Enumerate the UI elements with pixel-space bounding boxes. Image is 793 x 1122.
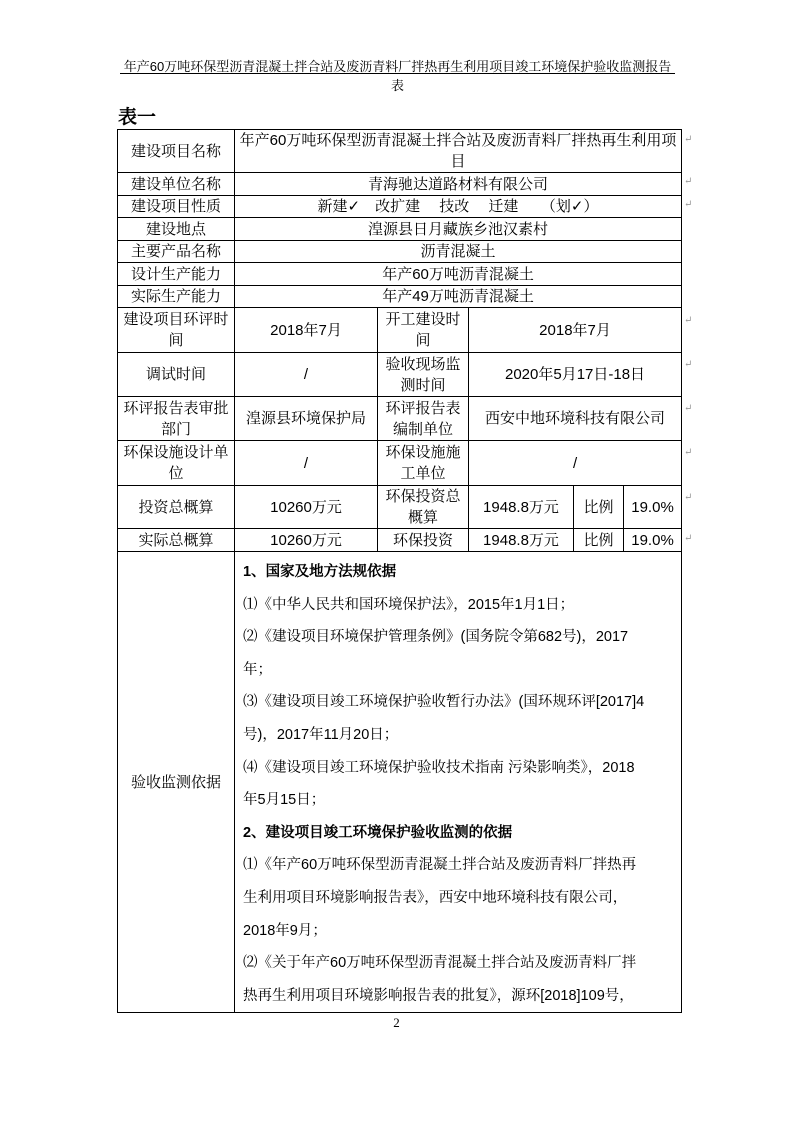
paragraph-mark-icon: ↵ [684, 359, 693, 370]
header-rule [120, 73, 675, 74]
basis-line: ⑶《建设项目竣工环境保护验收暂行办法》(国环规环评[2017]4 [243, 694, 645, 711]
value-cell: 年产60万吨沥青混凝土 [235, 263, 682, 286]
basis-line: ⑵《关于年产60万吨环保型沥青混凝土拌合站及废沥青料厂拌 [243, 955, 637, 972]
paragraph-mark-icon: ↵ [684, 533, 693, 544]
basis-line: ⑴《中华人民共和国环境保护法》，2015年1月1日； [243, 596, 575, 613]
label-cell: 建设地点 [118, 218, 235, 241]
section-heading: 2、建设项目竣工环境保护验收监测的依据 [243, 824, 513, 841]
label-cell: 建设项目环评时间 [118, 308, 235, 353]
value-cell: 湟源县环境保护局 [235, 397, 378, 441]
basis-line: 2018年9月； [243, 922, 327, 939]
label-cell: 验收监测依据 [118, 552, 235, 1013]
value-cell: 西安中地环境科技有限公司 [469, 397, 682, 441]
label-cell: 设计生产能力 [118, 263, 235, 286]
table-title: 表一 [118, 107, 157, 128]
table-row [118, 397, 682, 441]
table-row [118, 441, 682, 486]
label-cell: 环保投资 [378, 529, 469, 552]
label-cell: 开工建设时间 [378, 308, 469, 353]
table-row [118, 263, 682, 286]
label-cell: 实际总概算 [118, 529, 235, 552]
label-cell: 调试时间 [118, 353, 235, 397]
table-row [118, 173, 682, 196]
paragraph-mark-icon: ↵ [684, 447, 693, 458]
value-cell: 2020年5月17日-18日 [469, 353, 682, 397]
paragraph-mark-icon: ↵ [684, 315, 693, 326]
basis-content [235, 552, 682, 1013]
table-row [118, 130, 682, 173]
value-cell: 2018年7月 [235, 308, 378, 353]
value-cell: 10260万元 [235, 486, 378, 529]
paragraph-mark-icon: ↵ [684, 134, 693, 145]
value-cell: 新建✓ 改扩建 技改 迁建 （划✓） [235, 196, 682, 218]
basis-line: ⑵《建设项目环境保护管理条例》(国务院令第682号)，2017 [243, 629, 629, 646]
value-cell: 19.0% [624, 529, 682, 552]
table-row [118, 218, 682, 241]
label-cell: 环保设施设计单位 [118, 441, 235, 486]
basis-line: ⑷《建设项目竣工环境保护验收技术指南 污染影响类》，2018 [243, 759, 635, 776]
basis-line: ⑴《年产60万吨环保型沥青混凝土拌合站及废沥青料厂拌热再 [243, 857, 637, 874]
label-cell: 环评报告表审批部门 [118, 397, 235, 441]
table-row [118, 308, 682, 353]
basis-line: 年； [243, 661, 272, 678]
label-cell: 建设项目性质 [118, 196, 235, 218]
value-cell: / [235, 353, 378, 397]
value-cell: / [469, 441, 682, 486]
label-cell: 验收现场监测时间 [378, 353, 469, 397]
label-cell: 比例 [574, 529, 624, 552]
value-cell: 10260万元 [235, 529, 378, 552]
label-cell: 投资总概算 [118, 486, 235, 529]
label-cell: 环评报告表编制单位 [378, 397, 469, 441]
table-row [118, 353, 682, 397]
running-header: 年产60万吨环保型沥青混凝土拌合站及废沥青料厂拌热再生利用项目竣工环境保护验收监测报告表 [123, 59, 672, 93]
project-info-table [117, 129, 682, 1013]
basis-line: 号)，2017年11月20日； [243, 726, 399, 743]
label-cell: 建设单位名称 [118, 173, 235, 196]
value-cell: 湟源县日月藏族乡池汉素村 [235, 218, 682, 241]
value-cell: 年产49万吨沥青混凝土 [235, 286, 682, 308]
value-cell: 年产60万吨环保型沥青混凝土拌合站及废沥青料厂拌热再生利用项目 [235, 130, 682, 173]
basis-line: 年5月15日； [243, 792, 326, 809]
paragraph-mark-icon: ↵ [684, 176, 693, 187]
page-number: 2 [393, 1015, 400, 1030]
value-cell: / [235, 441, 378, 486]
value-cell: 1948.8万元 [469, 529, 574, 552]
label-cell: 比例 [574, 486, 624, 529]
label-cell: 主要产品名称 [118, 241, 235, 263]
value-cell: 青海驰达道路材料有限公司 [235, 173, 682, 196]
paragraph-mark-icon: ↵ [684, 403, 693, 414]
paragraph-mark-icon: ↵ [684, 199, 693, 210]
label-cell: 实际生产能力 [118, 286, 235, 308]
basis-line: 热再生利用项目环境影响报告表的批复》，源环[2018]109号， [243, 987, 634, 1004]
paragraph-mark-icon: ↵ [684, 492, 693, 503]
value-cell: 沥青混凝土 [235, 241, 682, 263]
table-row [118, 486, 682, 529]
basis-line: 生利用项目环境影响报告表》，西安中地环境科技有限公司， [243, 889, 628, 906]
table-row [118, 241, 682, 263]
value-cell: 2018年7月 [469, 308, 682, 353]
table-row [118, 552, 682, 1013]
label-cell: 环保投资总概算 [378, 486, 469, 529]
section-heading: 1、国家及地方法规依据 [243, 564, 397, 580]
label-cell: 建设项目名称 [118, 130, 235, 173]
table-row [118, 196, 682, 218]
table-row [118, 286, 682, 308]
value-cell: 1948.8万元 [469, 486, 574, 529]
value-cell: 19.0% [624, 486, 682, 529]
table-row [118, 529, 682, 552]
label-cell: 环保设施施工单位 [378, 441, 469, 486]
